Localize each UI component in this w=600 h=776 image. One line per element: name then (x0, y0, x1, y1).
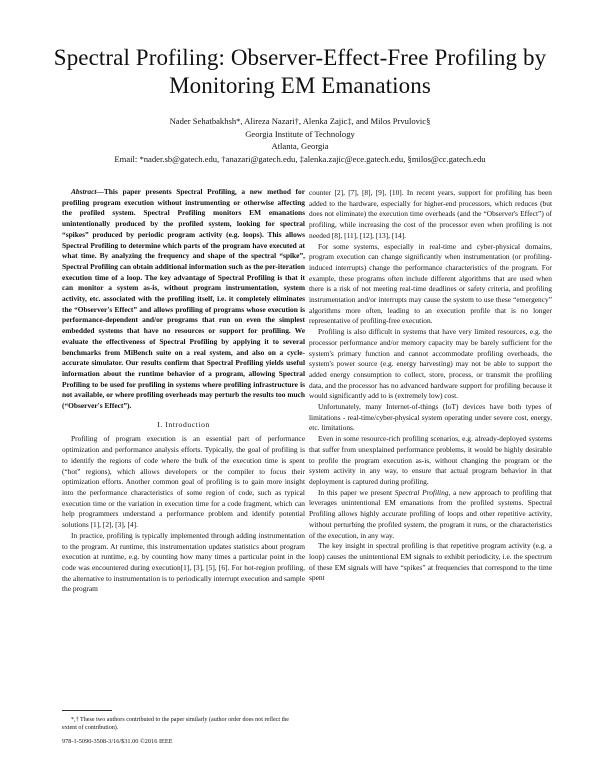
intro-paragraph-2: In practice, profiling is typically implemented through adding instrumentation to the program. At runtime, this instrumentation updates statistics about program execution at runtime, e.g. by counting how many times a particular point in the code was encountered during execution[1], [3], [5], [6]. For hot-region profiling, the alternative to instrumentation is to periodically interrupt execution and sample the program (62, 530, 305, 594)
author-affiliation: Georgia Institute of Technology (245, 128, 355, 139)
abstract (62, 187, 305, 412)
paper-title (20, 44, 580, 100)
right-paragraph-5: Even in some resource-rich profiling scenarios, e.g. already-deployed systems that suffer from unexplained performance problems, it would be highly desirable to profile the program execution as-is, without changing the program or the system activity in any way, to ensure that actual program behavior in that deployment is captured during profiling. (309, 434, 552, 486)
right-paragraph-1: counter [2], [7], [8], [9], [10]. In recent years, support for profiling has been added to the hardware, especially for higher-end processors, which reduces (but does not eliminate) the execution time overheads (and the “Observer's Effect”) of profiling, while increasing the cost of the processor even when profiling is not needed [8], [11], [12], [13], [14]. (309, 188, 552, 240)
right-paragraph-7: The key insight in spectral profiling is that repetitive program activity (e.g. a loop) causes the unintentional EM signals to exhibit periodicity, i.e. the spectrum of these EM signals will have “spikes” at frequencies that correspond to the time spent (309, 541, 552, 583)
copyright-line: 978-1-5090-3508-3/16/$31.00 ©2016 IEEE (62, 738, 173, 745)
author-names: Nader Sehatbakhsh*, Alireza Nazari†, Alenka Zajic‡, and Milos Prvulovic§ (169, 116, 431, 126)
section-heading-introduction: I. Introduction (157, 419, 210, 429)
abstract-label: Abstract— (71, 187, 104, 196)
abstract-paragraph (62, 187, 305, 412)
right-paragraph-4: Unfortunately, many Internet-of-things (IoT) devices have both types of limitations - real-time/cyber-physical system operating under severe cost, energy, etc. limitations. (309, 402, 552, 433)
right-column (309, 188, 552, 584)
intro-paragraph-1: Profiling of program execution is an essential part of performance optimization and performance analysis efforts. Typically, the goal of profiling is to identify the regions of code where the bulk of the execution time is spent (“hot” regions), which allows developers or the compiler to focus their optimization efforts. Another common goal of profiling is to gain more insight into the performance characteristics of some region of code, such as typical execution time or the variation in execution time for a code fragment, which can help programmers understand a performance problem and identify potential solutions [1], [2], [3], [4]. (62, 434, 305, 530)
title-line-2: Monitoring EM Emanations (169, 73, 431, 98)
p6-pre: In this paper we present (318, 487, 395, 497)
p6-post: , a new approach to profiling that leverages unintentional EM emanations from the profiled systems. Spectral Profiling allows highly accurate profiling of loops and other repetitive activity, without perturbing the profiled system, the program it runs, or the characteristics of the execution, in any way. (309, 487, 552, 540)
right-paragraph-2: For some systems, especially in real-time and cyber-physical domains, program execution can change significantly when instrumentation (or profiling-induced interrupts) change the performance characteristics of the program. For example, these programs often include different algorithms that are used when there is a risk of not meeting real-time deadlines or safety criteria, and profiling instrumentation and/or interrupts may cause the system to use these “emergency” algorithms more often, leading to an execution profile that is no longer representative of profiling-free execution. (309, 241, 552, 326)
author-emails: Email: *nader.sb@gatech.edu, †anazari@gatech.edu, ‡alenka.zajic@ece.gatech.edu, §milos@cc.gatech.edu (114, 153, 486, 164)
left-column (62, 187, 305, 595)
p6-emphasis: Spectral Profiling (394, 487, 449, 497)
author-location: Atlanta, Georgia (271, 141, 329, 152)
title-line-1: Spectral Profiling: Observer-Effect-Free Profiling by (53, 45, 547, 70)
right-paragraph-3: Profiling is also difficult in systems that have very limited resources, e.g. the processor performance and/or memory capacity may be barely sufficient for the system's primary function and cannot accommodate profiling overheads, the system's power source (e.g. energy harvesting) may not be able to support the added energy consumption to collect, store, process, or transmit the profiling data, and the processor has no advanced hardware support for profiling because it would significantly add to is (extremely low) cost. (309, 327, 552, 401)
right-paragraph-6 (309, 488, 552, 542)
author-block (40, 115, 560, 165)
footnote: *,† These two authors contributed to the paper similarly (author order does not reflect the extent of contribution). (62, 717, 290, 731)
abstract-text: This paper presents Spectral Profiling, a new method for profiling program execution without instrumenting or otherwise affecting the profiled system. Spectral Profiling monitors EM emanations unintentionally produced by the profiled system, looking for spectral “spikes” produced by periodic program activity (e.g. loops). This allows Spectral Profiling to determine which parts of the program have executed at what time. By analyzing the frequency and shape of the spectral “spike”, Spectral Profiling can obtain additional information such as the per-iteration execution time of a loop. The key advantage of Spectral Profiling is that it can monitor a system as-is, without program instrumentation, system activity, etc. associated with the profiling itself, i.e. it completely eliminates the “Observer's Effect” and allows profiling of programs whose execution is performance-dependent and/or programs that run on even the simplest embedded systems that have no resources or support for profiling. We evaluate the effectiveness of Spectral Profiling by applying it to several benchmarks from MiBench suite on a real system, and also on a cycle-accurate simulator. Our results confirm that Spectral Profiling yields useful information about the runtime behavior of a program, allowing Spectral Profiling to be used for profiling in systems where profiling infrastructure is not available, or where profiling overheads may perturb the results too much (“Observer's Effect”). (62, 187, 305, 411)
footnote-divider (62, 710, 112, 711)
